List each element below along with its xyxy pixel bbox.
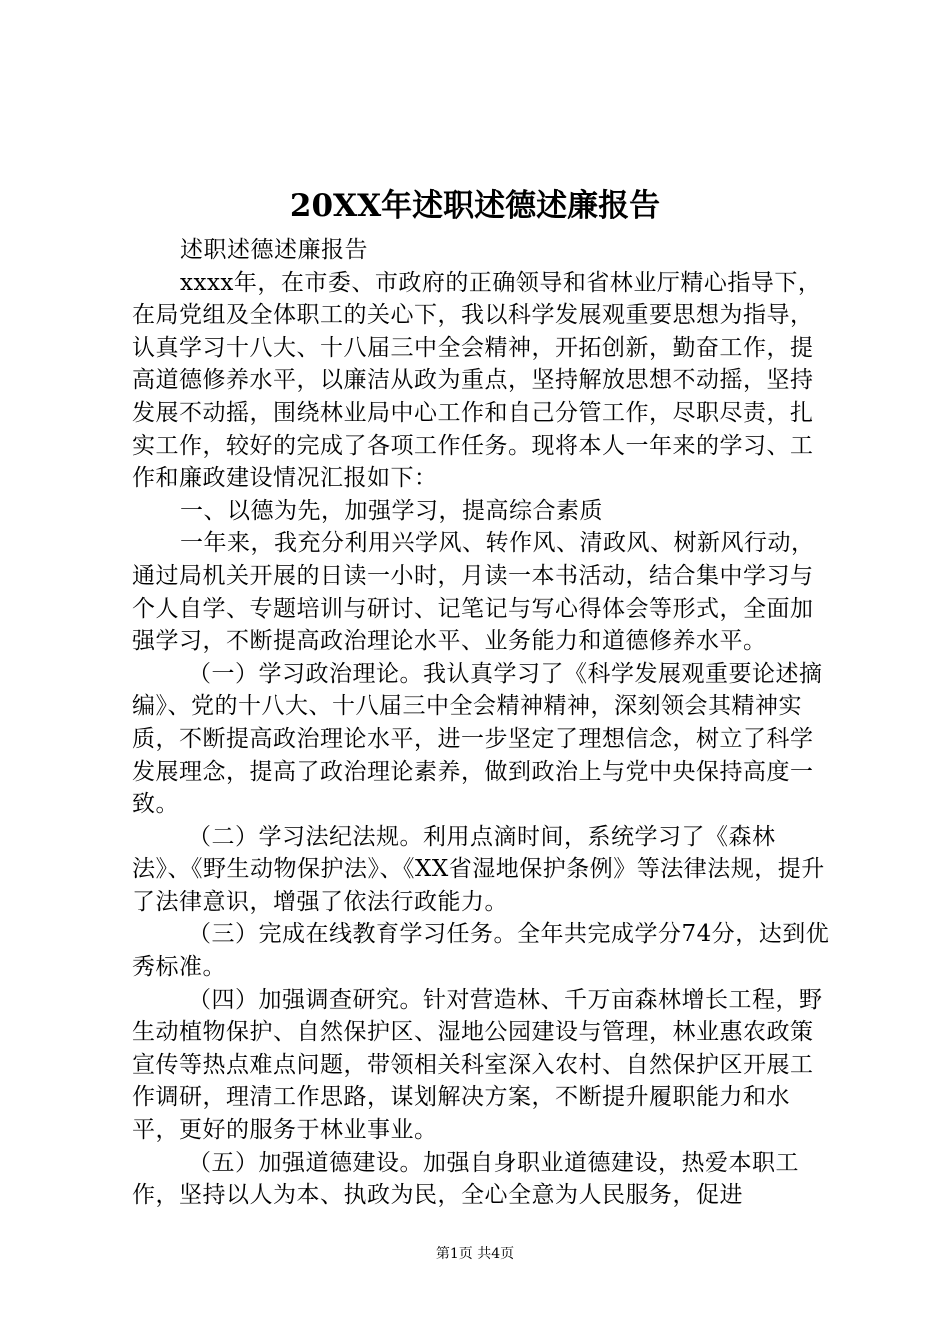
paragraph-item: （五）加强道德建设。加强自身职业道德建设，热爱本职工作，坚持以人为本、执政为民，全心全意为人民服务，促进 <box>132 1149 799 1209</box>
paragraph-item: （一）学习政治理论。我认真学习了《科学发展观重要论述摘编》、党的十八大、十八届三中全会精神精神，深刻领会其精神实质，不断提高政治理论水平，进一步坚定了理想信念，树立了科学发展理念，提高了政治理论素养，做到政治上与党中央保持高度一致。 <box>132 660 823 818</box>
page-number-footer: 第1页 共4页 <box>435 1246 515 1262</box>
paragraph-item: （四）加强调查研究。针对营造林、千万亩森林增长工程，野生动植物保护、自然保护区、湿地公园建设与管理，林业惠农政策宣传等热点难点问题，带领相关科室深入农村、自然保护区开展工作调研，理清工作思路，谋划解决方案，不断提升履职能力和水平，更好的服务于林业事业。 <box>132 986 823 1144</box>
document-body <box>132 234 832 1212</box>
paragraph: 一年来，我充分利用兴学风、转作风、清政风、树新风行动，通过局机关开展的日读一小时，月读一本书活动，结合集中学习与个人自学、专题培训与研讨、记笔记与写心得体会等形式，全面加强学习，不断提高政治理论水平、业务能力和道德修养水平。 <box>132 530 815 655</box>
paragraph-item: （三）完成在线教育学习任务。全年共完成学分74分，达到优秀标准。 <box>132 921 830 981</box>
paragraph: xxxx年，在市委、市政府的正确领导和省林业厅精心指导下，在局党组及全体职工的关心下，我以科学发展观重要思想为指导，认真学习十八大、十八届三中全会精神，开拓创新，勤奋工作，提高道德修养水平，以廉洁从政为重点，坚持解放思想不动摇，坚持发展不动摇，围绕林业局中心工作和自己分管工作，尽职尽责，扎实工作，较好的完成了各项工作任务。现将本人一年来的学习、工作和廉政建设情况汇报如下： <box>132 269 822 492</box>
paragraph-subtitle: 述职述德述廉报告 <box>180 237 368 263</box>
document-title: 20XX年述职述德述廉报告 <box>289 188 661 224</box>
section-heading: 一、以德为先，加强学习，提高综合素质 <box>180 497 603 524</box>
paragraph-item: （二）学习法纪法规。利用点滴时间，系统学习了《森林法》、《野生动物保护法》、《XX省湿地保护条例》等法律法规，提升了法律意识，增强了依法行政能力。 <box>132 823 825 915</box>
